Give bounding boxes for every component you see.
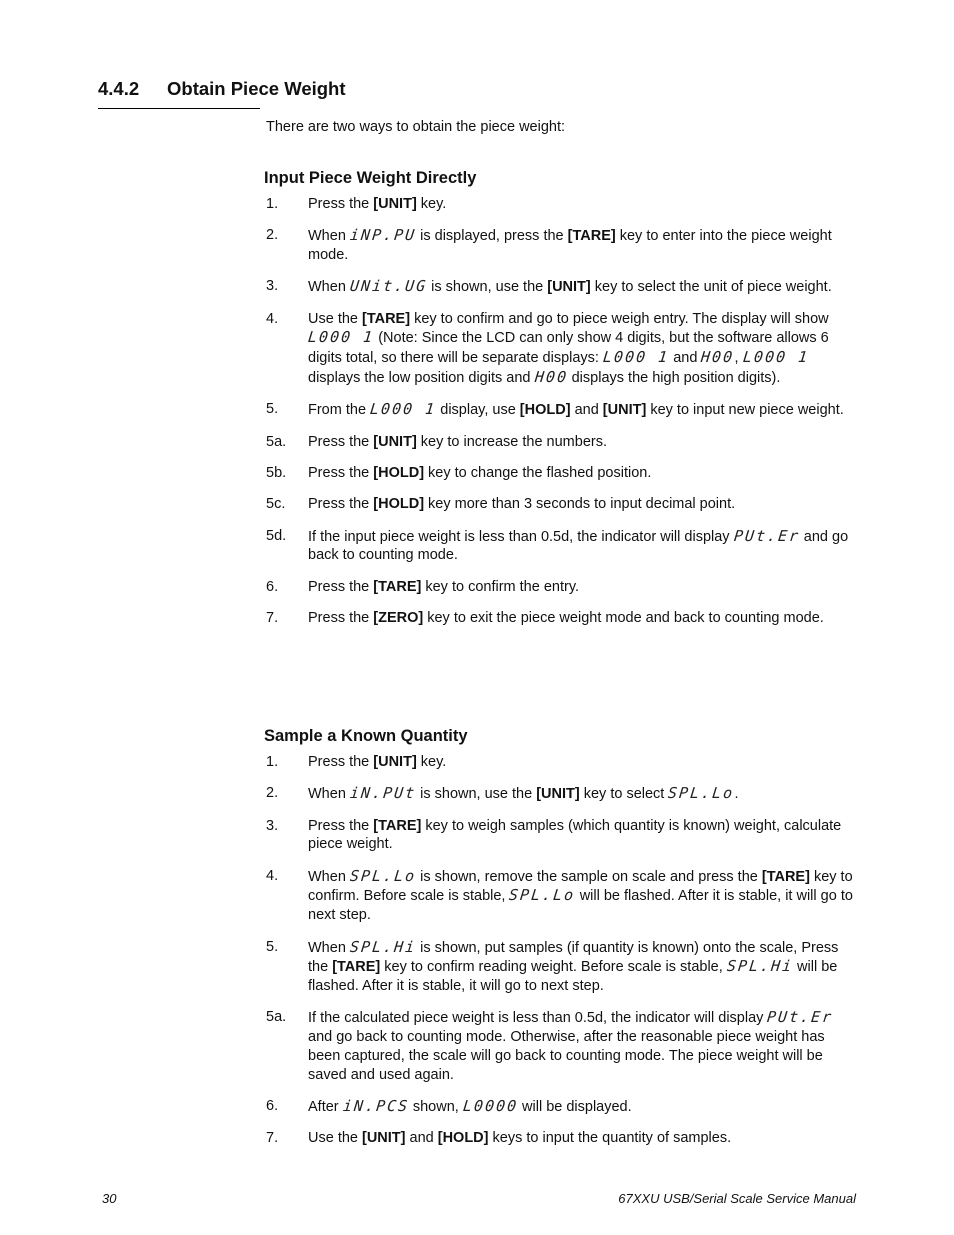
step-text: will be flashed. After it is stable, it will go to next step. — [308, 959, 838, 995]
page-number: 30 — [102, 1191, 117, 1206]
step-text: and — [669, 350, 702, 367]
key-label: [UNIT] — [373, 754, 417, 770]
step-item — [266, 527, 858, 566]
lcd-display-code: SPL.Lo — [667, 784, 736, 803]
key-label: [TARE] — [362, 310, 411, 327]
step-number: 6. — [266, 578, 279, 595]
step-item — [266, 1008, 858, 1084]
step-text: keys to input the quantity of samples. — [488, 1130, 732, 1147]
key-label: [UNIT] — [602, 402, 647, 419]
intro-text: There are two ways to obtain the piece weight: — [266, 119, 566, 135]
step-text: will be flashed. After it is stable, it will go to next step. — [308, 888, 853, 924]
lcd-display-code: UNit.UG — [349, 277, 429, 296]
step-item — [266, 867, 858, 925]
step-text: If the input piece weight is less than 0.5d, the indicator will display — [308, 528, 734, 545]
lcd-display-code: SPL.Hi — [725, 957, 794, 976]
step-text: is shown, remove the sample on scale and press the — [416, 868, 762, 885]
step-number: 3. — [266, 278, 279, 295]
step-number: 5. — [266, 401, 279, 418]
step-text: displays the low position digits and — [308, 370, 535, 387]
step-text: and — [405, 1130, 438, 1147]
lcd-display-code: PUt.Er — [732, 526, 801, 545]
steps-sample-known — [266, 753, 858, 1161]
lcd-display-code: L0000 — [461, 1097, 519, 1116]
step-text: Use the — [308, 1130, 362, 1147]
step-text: and — [570, 402, 603, 419]
step-number: 5. — [266, 938, 279, 955]
step-number: 5d. — [266, 527, 287, 544]
step-text: key to select — [579, 786, 669, 803]
key-label: [TARE] — [567, 228, 616, 245]
step-number: 2. — [266, 785, 279, 802]
step-number: 1. — [266, 754, 279, 770]
step-text: and go back to counting mode. — [308, 528, 849, 564]
key-label: [UNIT] — [547, 279, 591, 296]
step-text: and go back to counting mode. Otherwise, after the reasonable piece weight has been captured, the scale will go back to counting mode. The piece weight will be saved and used again. — [308, 1029, 825, 1083]
step-item — [266, 226, 858, 265]
key-label: [HOLD] — [519, 402, 571, 419]
step-text: key to confirm. Before scale is stable, — [308, 868, 853, 905]
step-number: 6. — [266, 1098, 279, 1115]
section-title — [98, 78, 346, 100]
step-text: Press the — [308, 817, 374, 834]
step-text: Press the — [308, 578, 374, 595]
lcd-display-code: SPL.Lo — [349, 866, 418, 885]
lcd-display-code: SPL.Hi — [349, 937, 418, 956]
step-text: displays the high position digits). — [567, 370, 781, 387]
key-label: [UNIT] — [373, 433, 417, 450]
step-text: key to exit the piece weight mode and back to counting mode. — [423, 609, 824, 626]
step-text: key. — [416, 754, 447, 770]
step-text: is shown, use the — [416, 786, 537, 803]
step-item — [266, 938, 858, 996]
step-item — [266, 400, 858, 420]
step-text: is shown, put samples (if quantity is known) onto the scale, Press the — [308, 939, 839, 976]
key-label: [TARE] — [373, 578, 422, 595]
step-text: key to weigh samples (which quantity is known) weight, calculate piece weight. — [308, 817, 842, 853]
step-text: Use the — [308, 310, 362, 327]
step-text: key to confirm reading weight. Before scale is stable, — [380, 959, 727, 976]
step-item — [266, 433, 858, 452]
key-label: [ZERO] — [373, 609, 424, 626]
step-text: When — [308, 228, 350, 245]
lcd-display-code: H00 — [533, 368, 569, 387]
step-text: After — [308, 1099, 343, 1116]
step-item — [266, 310, 858, 388]
step-text: key to input new piece weight. — [646, 402, 844, 419]
key-label: [TARE] — [761, 868, 810, 885]
lcd-display-code: L000 1 — [307, 328, 376, 347]
step-text: From the — [308, 402, 371, 419]
step-text: When — [308, 939, 350, 956]
step-number: 2. — [266, 227, 279, 244]
step-number: 5a. — [266, 433, 287, 450]
section-heading — [98, 78, 346, 109]
step-text: key to confirm and go to piece weigh entry. The display will show — [410, 310, 829, 327]
subheading-input-directly: Input Piece Weight Directly — [264, 169, 477, 187]
key-label: [UNIT] — [362, 1130, 406, 1147]
lcd-display-code: PUt.Er — [766, 1008, 835, 1027]
step-text: Press the — [308, 754, 374, 770]
step-text: Press the — [308, 496, 374, 513]
key-label: [UNIT] — [536, 786, 580, 803]
step-number: 7. — [266, 609, 279, 626]
step-text: key more than 3 seconds to input decimal point. — [424, 496, 736, 513]
lcd-display-code: L000 1 — [741, 348, 810, 367]
lcd-display-code: L000 1 — [369, 400, 438, 419]
step-text: key to confirm the entry. — [421, 578, 580, 595]
step-text: will be displayed. — [518, 1099, 632, 1116]
step-item — [266, 784, 858, 804]
key-label: [HOLD] — [373, 464, 425, 481]
key-label: [HOLD] — [437, 1130, 489, 1147]
step-text: is displayed, press the — [416, 228, 568, 245]
step-item — [266, 817, 858, 855]
step-number: 4. — [266, 310, 279, 327]
step-text: . — [734, 786, 739, 803]
step-item — [266, 495, 858, 514]
step-item — [266, 609, 858, 628]
step-number: 5a. — [266, 1009, 287, 1026]
step-number: 5c. — [266, 496, 286, 513]
step-text: key to enter into the piece weight mode. — [308, 228, 832, 264]
step-number: 1. — [266, 196, 279, 212]
step-text: display, use — [436, 402, 520, 419]
step-number: 7. — [266, 1130, 279, 1147]
step-text: If the calculated piece weight is less than 0.5d, the indicator will display — [308, 1010, 768, 1027]
step-number: 5b. — [266, 464, 287, 481]
step-item — [266, 753, 858, 772]
step-text: (Note: Since the LCD can only show 4 digits, but the software allows 6 digits total, so there will be separate displays: — [308, 330, 829, 367]
step-text: Press the — [308, 433, 374, 450]
step-text: key to select the unit of piece weight. — [590, 279, 832, 296]
step-text: Press the — [308, 464, 374, 481]
step-item — [266, 464, 858, 483]
section-title-text: Obtain Piece Weight — [167, 78, 346, 99]
step-text: is shown, use the — [427, 279, 548, 296]
key-label: [TARE] — [332, 959, 381, 976]
key-label: [HOLD] — [373, 496, 425, 513]
step-text: key to change the flashed position. — [424, 464, 652, 481]
steps-input-directly — [266, 195, 858, 640]
step-number: 3. — [266, 817, 279, 834]
lcd-display-code: H00 — [700, 348, 736, 367]
footer-title: 67XXU USB/Serial Scale Service Manual — [618, 1191, 856, 1206]
lcd-display-code: SPL.Lo — [508, 886, 577, 905]
step-text: Press the — [308, 609, 374, 626]
step-text: key to increase the numbers. — [416, 433, 607, 450]
step-item — [266, 1129, 858, 1148]
lcd-display-code: L000 1 — [602, 348, 671, 367]
step-text: key. — [416, 196, 447, 212]
step-text: Press the — [308, 196, 374, 212]
step-text: When — [308, 279, 350, 296]
step-item — [266, 578, 858, 597]
key-label: [UNIT] — [373, 196, 417, 212]
step-item — [266, 277, 858, 297]
lcd-display-code: iNP.PU — [349, 226, 418, 245]
section-number: 4.4.2 — [98, 78, 140, 99]
step-item — [266, 1097, 858, 1117]
step-text: When — [308, 786, 350, 803]
key-label: [TARE] — [373, 817, 422, 834]
step-text: When — [308, 868, 350, 885]
step-item — [266, 195, 858, 214]
step-number: 4. — [266, 867, 279, 884]
subheading-sample-known: Sample a Known Quantity — [264, 727, 468, 745]
lcd-display-code: iN.PCS — [341, 1097, 410, 1116]
step-text: , — [734, 350, 743, 367]
lcd-display-code: iN.PUt — [349, 784, 418, 803]
step-text: shown, — [408, 1099, 463, 1116]
